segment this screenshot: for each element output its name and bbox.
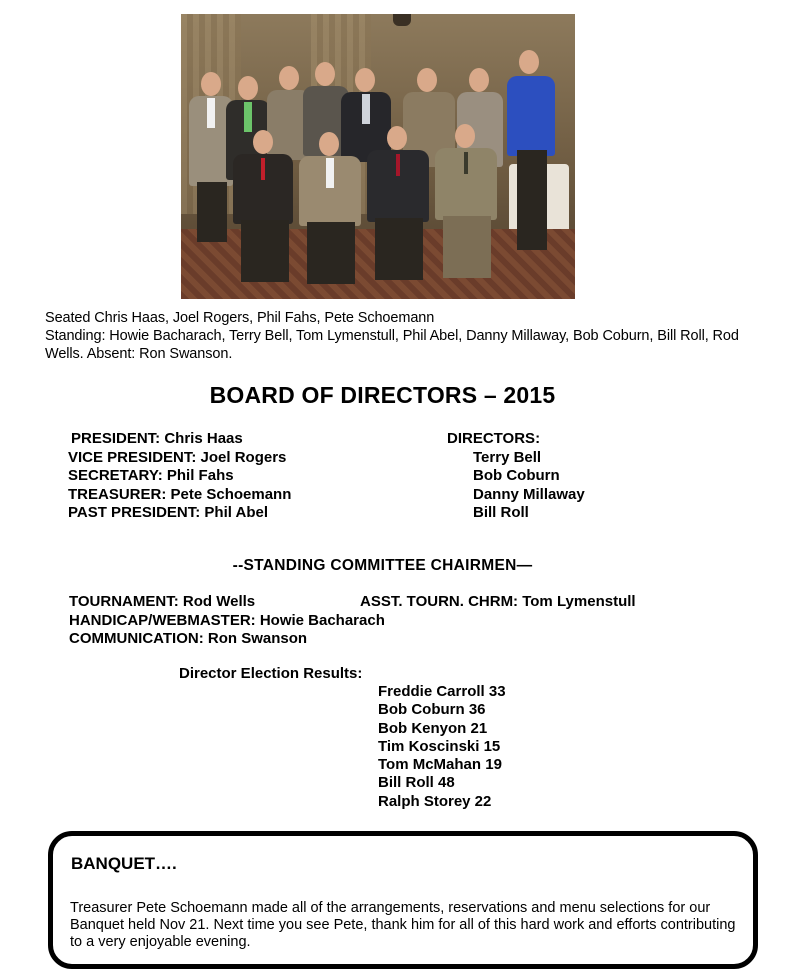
director-item: Danny Millaway	[473, 485, 585, 503]
committee-row-tournament	[69, 593, 709, 612]
election-title: Director Election Results:	[179, 665, 363, 682]
committee-tournament: TOURNAMENT: Rod Wells	[69, 593, 256, 610]
election-result-item: Tim Koscinski 15	[378, 737, 501, 755]
election-result-item: Bill Roll 48	[378, 774, 455, 792]
committee-communication: COMMUNICATION: Ron Swanson	[69, 630, 308, 647]
board-title: BOARD OF DIRECTORS – 2015	[209, 382, 556, 408]
officer-past-president: PAST PRESIDENT: Phil Abel	[68, 504, 269, 521]
caption-seated: Seated Chris Haas, Joel Rogers, Phil Fahs, Pete Schoemann	[45, 310, 435, 326]
banquet-title: BANQUET….	[71, 854, 177, 873]
director-item: Terry Bell	[473, 448, 542, 466]
election-result-item: Bob Kenyon 21	[378, 719, 488, 737]
officer-president: PRESIDENT: Chris Haas	[71, 430, 243, 447]
director-item: Bill Roll	[473, 504, 529, 521]
election-result-item: Tom McMahan 19	[378, 756, 502, 774]
committee-title: --STANDING COMMITTEE CHAIRMEN—	[232, 557, 533, 574]
directors-heading: DIRECTORS:	[447, 430, 541, 447]
banquet-text: Treasurer Pete Schoemann made all of the arrangements, reservations and menu selections for our Banquet held Nov 21. Next time you see Pete, thank him for all of this hard work and efforts contributing to a very enjoyable evening.	[70, 900, 736, 950]
election-result-item: Freddie Carroll 33	[378, 683, 506, 700]
officers-list	[68, 430, 291, 523]
election-result-item: Ralph Storey 22	[378, 792, 492, 810]
committee-asst-tournament: ASST. TOURN. CHRM: Tom Lymenstull	[360, 593, 636, 610]
election-results-list	[378, 683, 506, 811]
banquet-box	[48, 831, 758, 969]
director-item: Bob Coburn	[473, 467, 560, 484]
ceiling-lamp	[393, 14, 411, 26]
directors-list	[447, 430, 585, 523]
officer-treasurer: TREASURER: Pete Schoemann	[68, 485, 292, 503]
committee-handicap: HANDICAP/WEBMASTER: Howie Bacharach	[69, 611, 385, 629]
caption-standing: Standing: Howie Bacharach, Terry Bell, Tom Lymenstull, Phil Abel, Danny Millaway, Bob Coburn, Bill Roll, Rod Wells. Absent: Ron Swanson.	[45, 328, 739, 362]
officer-vice-president: VICE PRESIDENT: Joel Rogers	[68, 448, 287, 466]
officer-secretary: SECRETARY: Phil Fahs	[68, 467, 234, 484]
photo-caption	[45, 309, 775, 363]
group-photo	[181, 14, 575, 299]
election-result-item: Bob Coburn 36	[378, 701, 486, 719]
committee-list	[69, 593, 709, 649]
